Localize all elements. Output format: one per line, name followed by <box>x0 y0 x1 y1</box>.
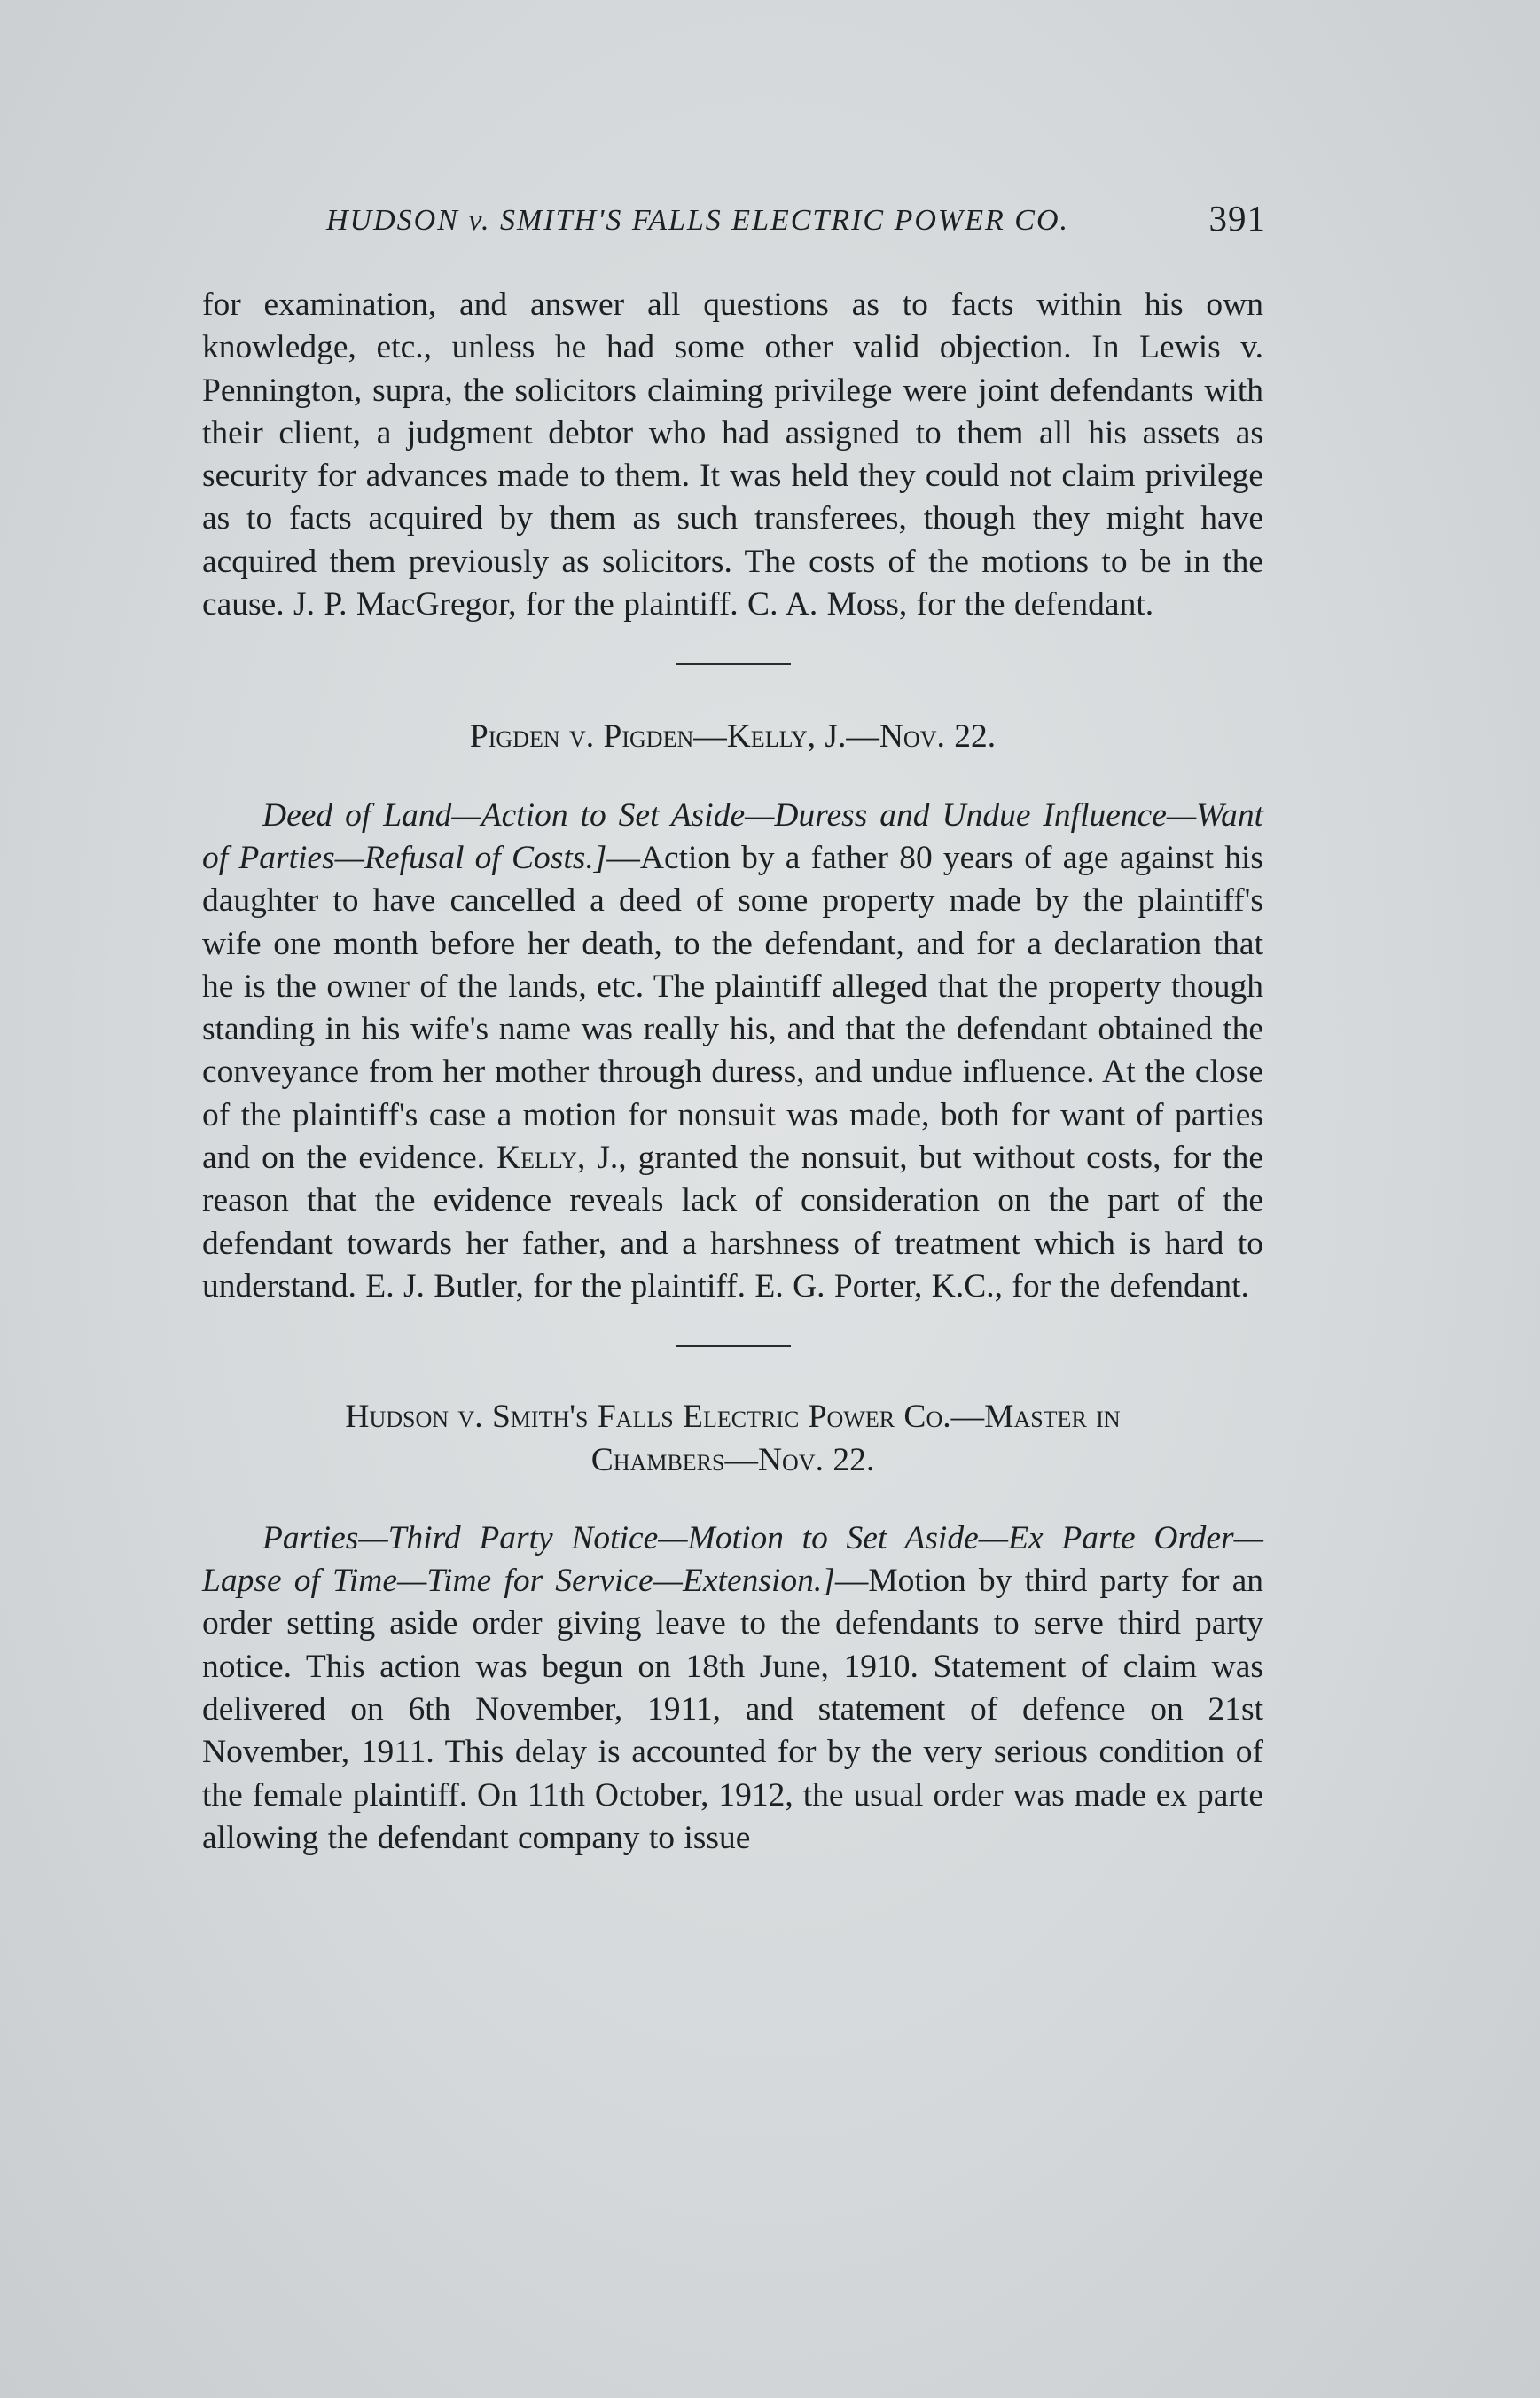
running-head <box>202 197 1266 247</box>
case-paragraph-hudson <box>202 1517 1263 1860</box>
running-title: HUDSON v. SMITH'S FALLS ELECTRIC POWER CO. <box>326 204 1070 237</box>
catchwords-hudson: Parties—Third Party Notice—Motion to Set Aside—Ex Parte Order—Lapse of Time—Time for Service—Extension.] <box>202 1519 1263 1600</box>
case-text-pigden-1: —Action by a father 80 years of age against his daughter to have cancelled a deed of some property made by the plaintiff's wife one month before her death, to the defendant, and for a declaration that he is the owner of the lands, etc. The plaintiff alleged that the property though standing in his wife's name was really his, and that the defendant obtained the conveyance from her mother through duress, and undue influence. At the close of the plaintiff's case a motion for nonsuit was made, both for want of parties and on the evidence. <box>202 839 1263 1177</box>
case-heading-hudson-line1: Hudson v. Smith's Falls Electric Power Co.—Master in <box>345 1399 1121 1436</box>
case-heading-hudson-line2: Chambers—Nov. 22. <box>590 1441 875 1478</box>
case-text-pigden-2: , J., granted the nonsuit, but without costs, for the reason that the evidence reveals lack of consideration on the part of the defendant towards her father, and a harshness of treatment which is hard to understand. E. J. Butler, for the plaintiff. E. G. Porter, K.C., for the defendant. <box>202 1140 1264 1305</box>
page-number: 391 <box>1208 198 1266 239</box>
case-heading-hudson <box>202 1396 1263 1482</box>
catchwords-pigden: Deed of Land—Action to Set Aside—Duress and Undue Influence—Want of Parties—Refusal of Costs.] <box>202 796 1263 876</box>
section-divider <box>676 1345 791 1347</box>
continuation-text: for examination, and answer all questions as to facts within his own knowledge, etc., unless he had some other valid objection. In Lewis v. Pennington, supra, the solicitors claiming privilege were joint defendants with their client, a judgment debtor who had assigned to them all his assets as security for advances made to them. It was held they could not claim privilege as to facts acquired by them as such transferees, though they might have acquired them previously as solicitors. The costs of the motions to be in the cause. J. P. MacGregor, for the plaintiff. C. A. Moss, for the defendant. <box>202 286 1263 623</box>
case-paragraph-pigden <box>202 795 1263 1309</box>
case-heading-pigden: Pigden v. Pigden—Kelly, J.—Nov. 22. <box>469 718 997 756</box>
case-text-hudson: —Motion by third party for an order setting aside order giving leave to the defendants to serve third party notice. This action was begun on 18th June, 1910. Statement of claim was delivered on 6th November, 1911, and statement of defence on 21st November, 1911. This delay is accounted for by the very serious condition of the female plaintiff. On 11th October, 1912, the usual order was made ex parte allowing the defendant company to issue <box>202 1563 1263 1856</box>
judge-name: Kelly <box>496 1140 577 1177</box>
section-divider <box>676 663 791 665</box>
body-text <box>202 284 1263 1860</box>
continuation-paragraph <box>202 284 1263 626</box>
